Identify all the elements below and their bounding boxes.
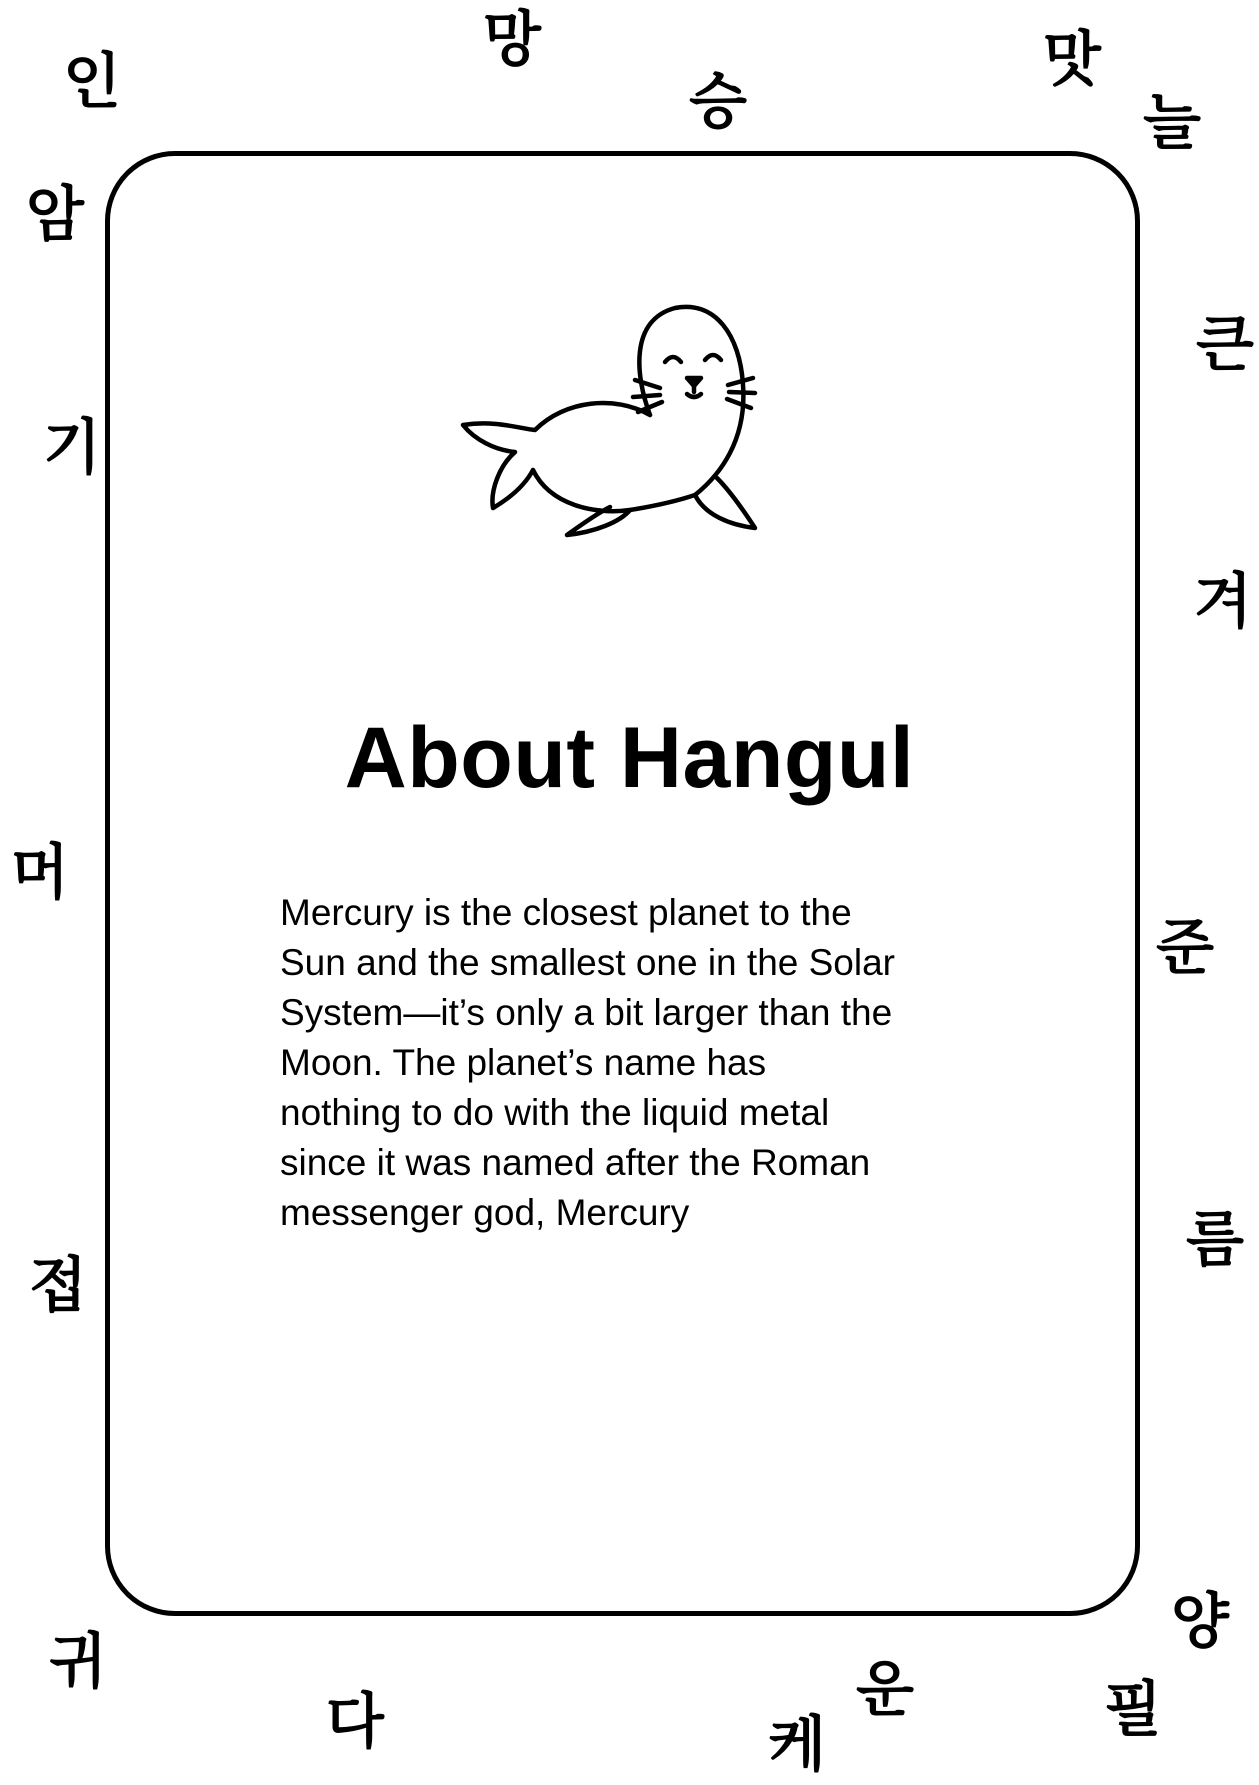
hangul-char: 승 bbox=[689, 67, 747, 137]
hangul-char: 망 bbox=[483, 5, 541, 75]
hangul-char: 접 bbox=[29, 1251, 87, 1321]
page-title: About Hangul bbox=[344, 710, 915, 806]
hangul-char: 늘 bbox=[1143, 88, 1201, 158]
hangul-char: 케 bbox=[768, 1710, 826, 1780]
hangul-char: 인 bbox=[63, 47, 121, 117]
hangul-char: 양 bbox=[1171, 1587, 1229, 1657]
body-line: Sun and the smallest one in the Solar bbox=[280, 942, 895, 983]
body-paragraph bbox=[280, 888, 1040, 1238]
hangul-char: 다 bbox=[326, 1687, 384, 1757]
hangul-char: 필 bbox=[1104, 1675, 1162, 1745]
hangul-char: 맛 bbox=[1043, 25, 1101, 95]
body-line: nothing to do with the liquid metal bbox=[280, 1092, 830, 1133]
hangul-char: 겨 bbox=[1194, 567, 1252, 637]
hangul-char: 암 bbox=[26, 180, 84, 250]
hangul-char: 름 bbox=[1186, 1205, 1244, 1275]
hangul-char: 기 bbox=[43, 413, 101, 483]
body-line: System—it’s only a bit larger than the bbox=[280, 992, 893, 1033]
body-line: since it was named after the Roman bbox=[280, 1142, 871, 1183]
body-line: Moon. The planet’s name has bbox=[280, 1042, 767, 1083]
hangul-char: 머 bbox=[11, 838, 69, 908]
hangul-char: 운 bbox=[856, 1655, 914, 1725]
body-line: Mercury is the closest planet to the bbox=[280, 892, 852, 933]
hangul-char: 큰 bbox=[1196, 310, 1254, 380]
body-line: messenger god, Mercury bbox=[280, 1192, 690, 1233]
hangul-char: 준 bbox=[1156, 913, 1214, 983]
hangul-char: 귀 bbox=[49, 1627, 107, 1697]
seal-icon bbox=[455, 300, 795, 545]
